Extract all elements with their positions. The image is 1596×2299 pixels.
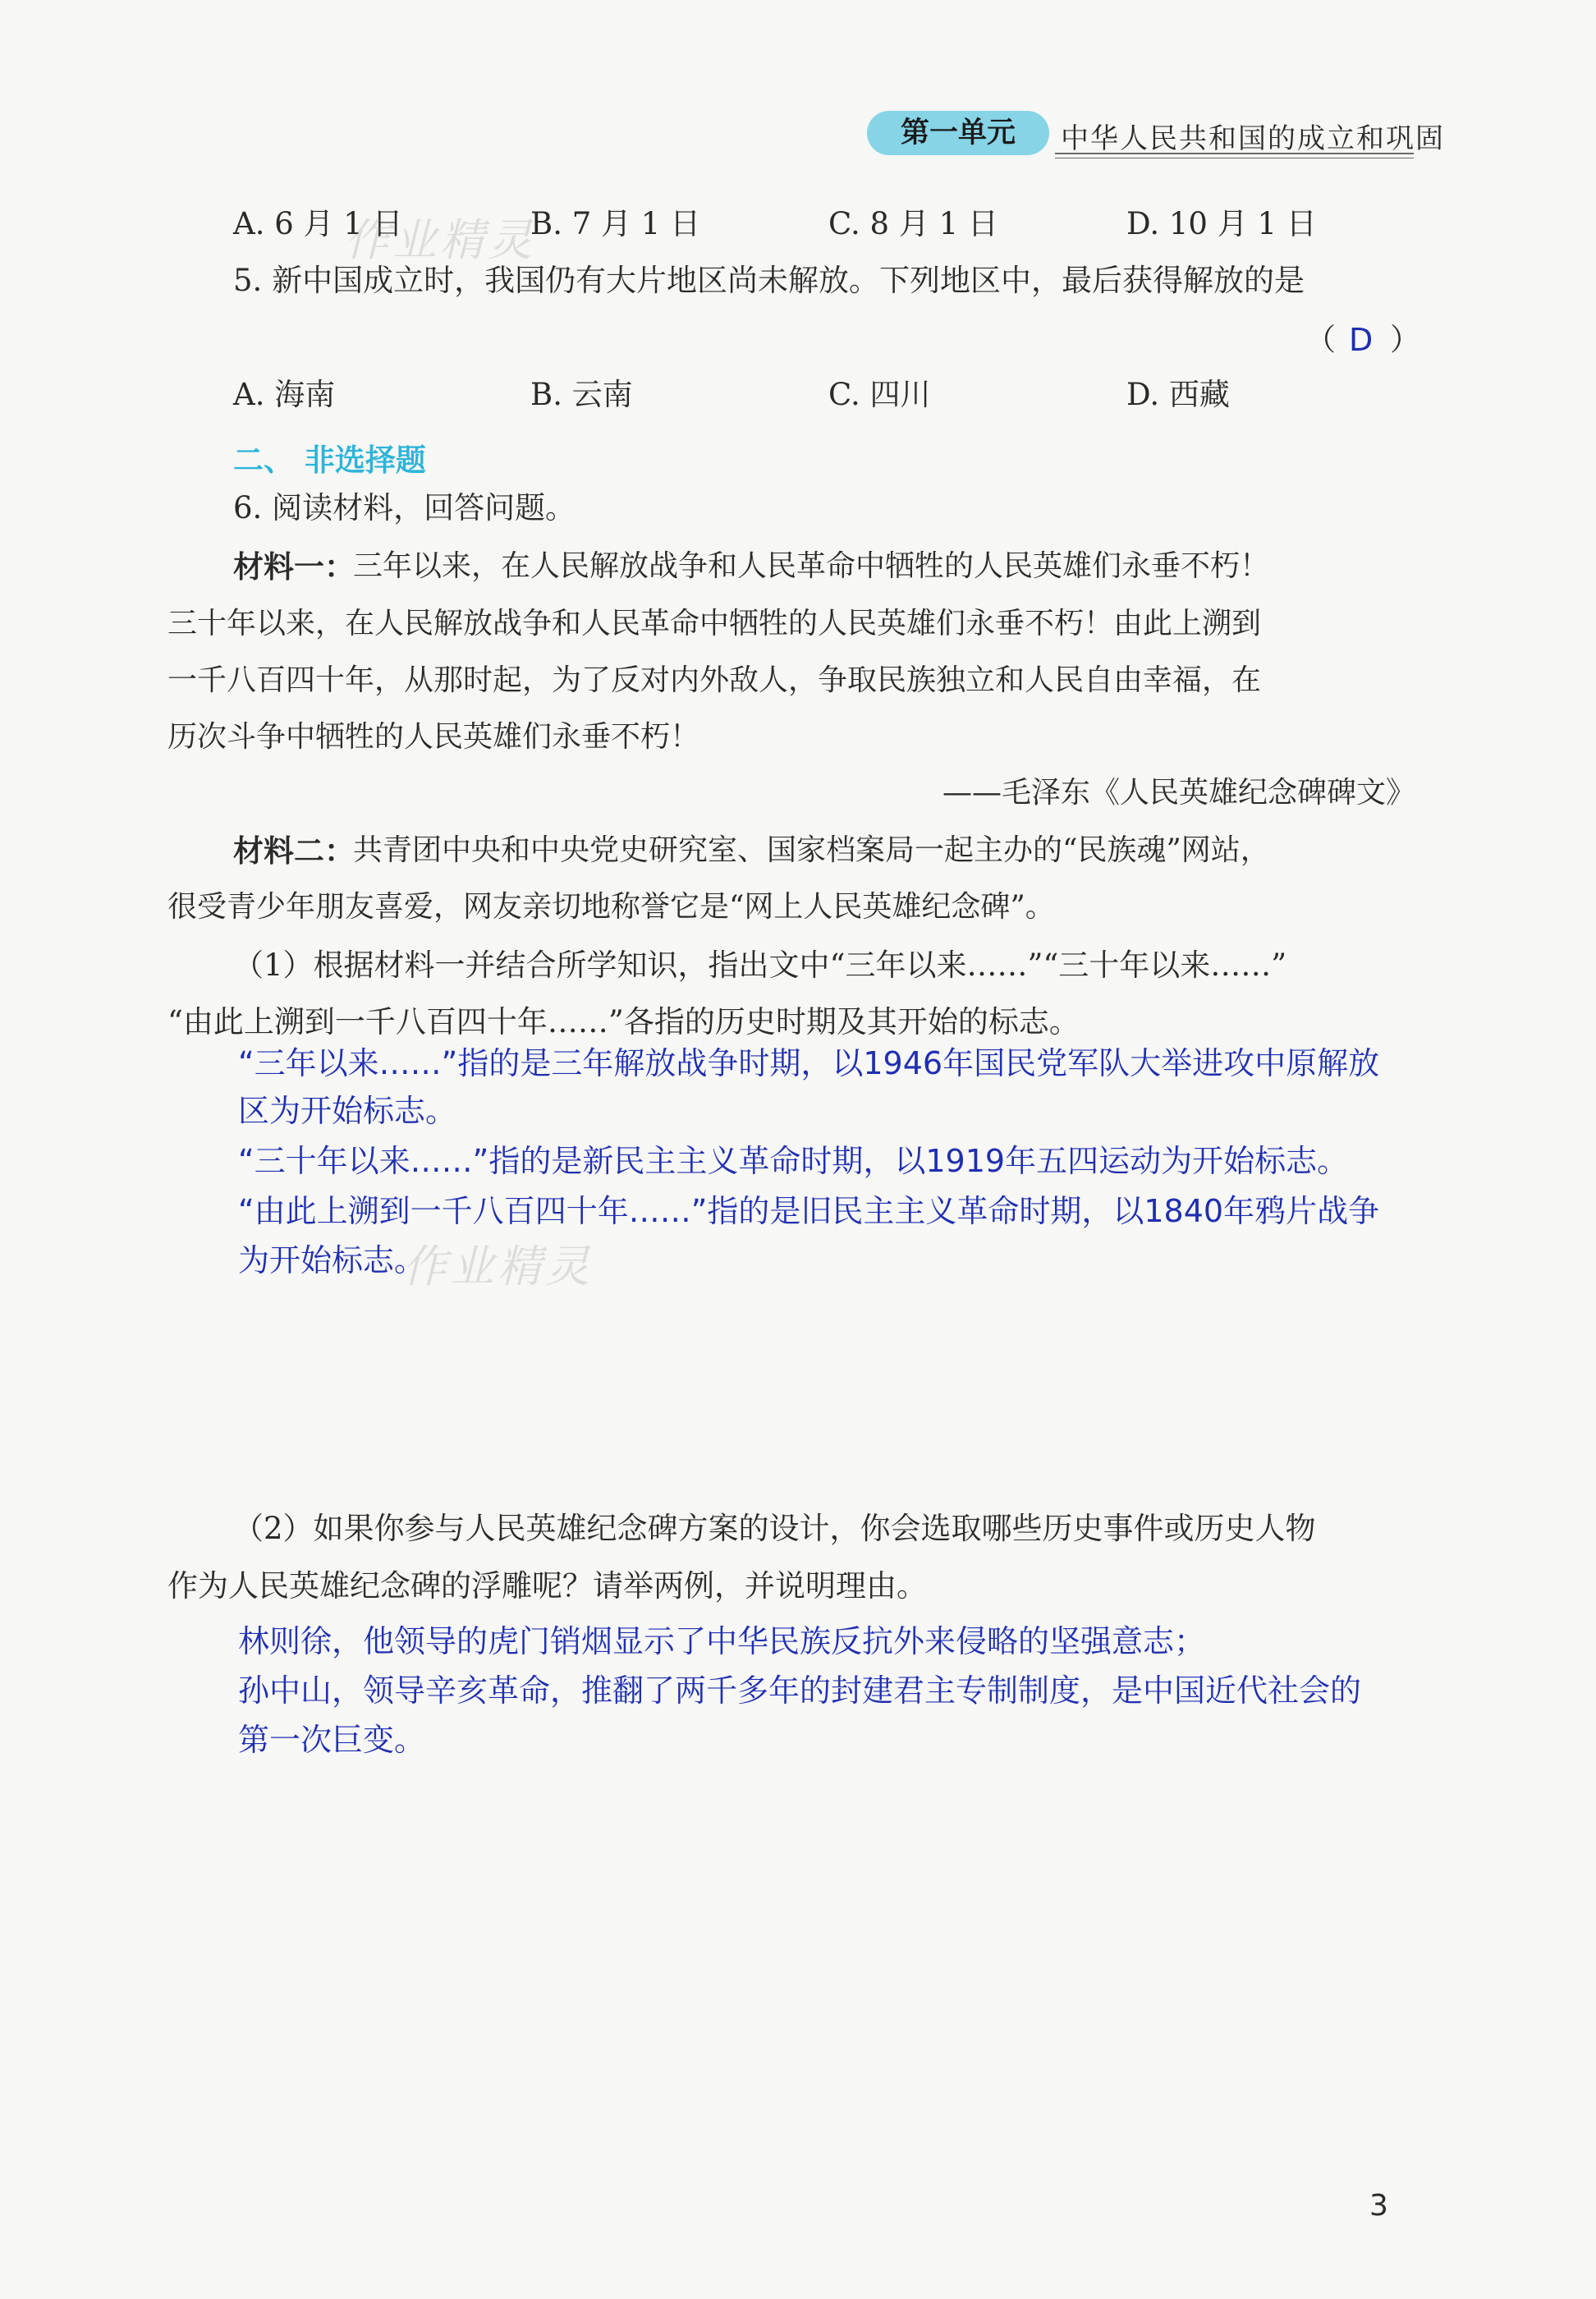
- sub1-line: （1）根据材料一并结合所学知识，指出文中“三年以来……”“三十年以来……”: [233, 948, 1287, 983]
- page-number: 3: [1369, 2189, 1388, 2223]
- header-rule-top: [1055, 153, 1414, 154]
- q4-option-c: C. 8 月 1 日: [828, 206, 998, 241]
- material1-line: 三年以来，在人民解放战争和人民革命中牺牲的人民英雄们永垂不朽！: [353, 549, 1270, 583]
- sub1-answer-line: “三年以来……”指的是三年解放战争时期，以1946年国民党军队大举进攻中原解放: [238, 1045, 1380, 1081]
- sub2-answer-line: 林则徐，他领导的虎门销烟显示了中华民族反抗外来侵略的坚强意志；: [238, 1623, 1206, 1659]
- sub1-answer-line: “由此上溯到一千八百四十年……”指的是旧民主主义革命时期，以1840年鸦片战争: [238, 1193, 1380, 1229]
- q5-option-c: C. 四川: [828, 377, 931, 412]
- q5-stem: 5. 新中国成立时，我国仍有大片地区尚未解放。下列地区中，最后获得解放的是: [233, 263, 1305, 298]
- unit-badge: [867, 111, 1049, 155]
- watermark-logo: 作业精灵: [345, 214, 535, 266]
- material1-line: 一千八百四十年，从那时起，为了反对内外敌人，争取民族独立和人民自由幸福，在: [167, 663, 1262, 697]
- material1-line: 三十年以来，在人民解放战争和人民革命中牺牲的人民英雄们永垂不朽！由此上溯到: [167, 607, 1262, 640]
- unit-title: 中华人民共和国的成立和巩固: [1061, 122, 1445, 155]
- sub2-line: 作为人民英雄纪念碑的浮雕呢？请举两例，并说明理由。: [167, 1568, 927, 1604]
- sub1-answer-line: “三十年以来……”指的是新民主主义革命时期，以1919年五四运动为开始标志。: [238, 1143, 1349, 1179]
- sub1-answer-line: 为开始标志。: [238, 1242, 426, 1278]
- q5-option-b: B. 云南: [530, 377, 633, 412]
- material2-line: 共青团中央和中央党史研究室、国家档案局一起主办的“民族魂”网站，: [353, 833, 1270, 867]
- q4-option-a: A. 6 月 1 日: [233, 206, 403, 241]
- q4-option-d: D. 10 月 1 日: [1126, 206, 1317, 241]
- material2-label: 材料二：: [233, 833, 355, 869]
- watermark-logo: 作业精灵: [402, 1241, 593, 1292]
- sub1-answer-line: 区为开始标志。: [238, 1093, 457, 1129]
- sub2-answer-line: 第一次巨变。: [238, 1722, 426, 1758]
- q5-option-a: A. 海南: [233, 377, 336, 412]
- unit-badge-label: 第一单元: [900, 117, 1016, 149]
- q5-option-d: D. 西藏: [1126, 377, 1230, 412]
- material1-source: ——毛泽东《人民英雄纪念碑碑文》: [942, 776, 1416, 810]
- sub2-line: （2）如果你参与人民英雄纪念碑方案的设计，你会选取哪些历史事件或历史人物: [233, 1511, 1316, 1546]
- material1-line: 历次斗争中牺牲的人民英雄们永垂不朽！: [167, 720, 700, 754]
- sub1-line: “由此上溯到一千八百四十年……”各指的历史时期及其开始的标志。: [167, 1004, 1080, 1039]
- q6-stem: 6. 阅读材料，回答问题。: [233, 490, 576, 525]
- section-heading: 二、 非选择题: [233, 443, 426, 478]
- q4-option-b: B. 7 月 1 日: [530, 206, 701, 241]
- q5-answer: D: [1349, 322, 1374, 358]
- q5-paren-open: （: [1305, 322, 1336, 357]
- material2-line: 很受青少年朋友喜爱，网友亲切地称誉它是“网上人民英雄纪念碑”。: [167, 890, 1055, 924]
- sub2-answer-line: 孙中山，领导辛亥革命，推翻了两千多年的封建君主专制制度，是中国近代社会的: [238, 1673, 1362, 1709]
- material1-label: 材料一：: [233, 549, 355, 585]
- q5-paren-close: ）: [1390, 322, 1420, 357]
